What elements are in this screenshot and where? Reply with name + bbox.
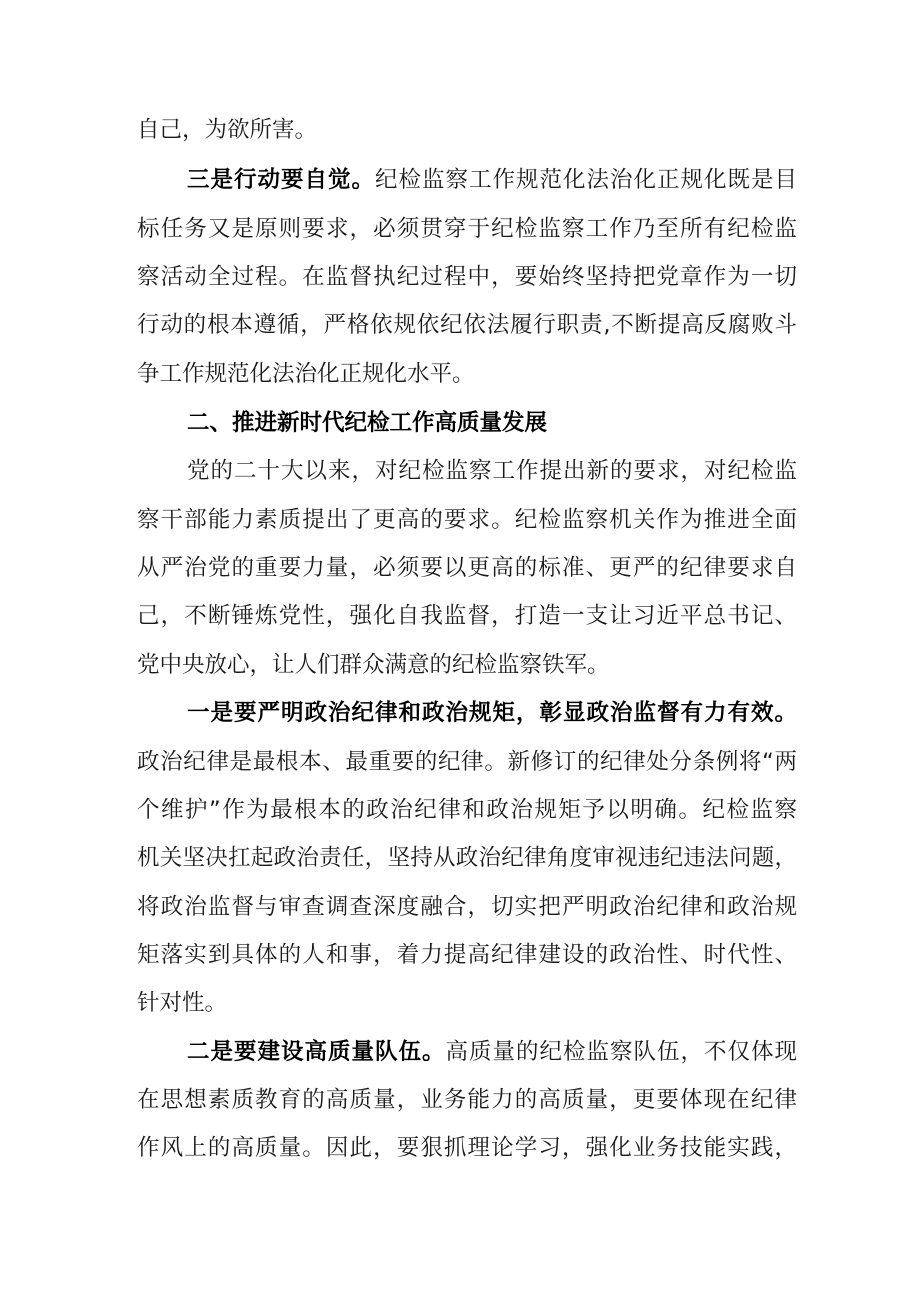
text-line: 针对性。 (137, 990, 228, 1016)
text-line: 党中央放心，让人们群众满意的纪检监察铁军。 (137, 652, 610, 678)
text-line: 作风上的高质量。因此，要狠抓理论学习，强化业务技能实践， (137, 1135, 797, 1161)
text-line: 二是要建设高质量队伍。高质量的纪检监察队伍，不仅体现 (187, 1039, 797, 1065)
text-line: 在思想素质教育的高质量，业务能力的高质量，更要体现在纪律 (137, 1087, 797, 1113)
paragraph-lead: 三是行动要自觉。 (187, 167, 375, 193)
text-line: 从严治党的重要力量，必须要以更高的标准、更严的纪律要求自 (137, 555, 797, 581)
text-line: 矩落实到具体的人和事，着力提高纪律建设的政治性、时代性、 (137, 942, 797, 968)
text-line: 个维护”作为最根本的政治纪律和政治规矩予以明确。纪检监察 (137, 797, 797, 823)
text-line: 己，不断锤炼党性，强化自我监督，打造一支让习近平总书记、 (137, 603, 797, 629)
text-line: 标任务又是原则要求，必须贯穿于纪检监察工作乃至所有纪检监 (137, 216, 797, 242)
section-heading: 二、推进新时代纪检工作高质量发展 (187, 410, 548, 436)
text-line: 争工作规范化法治化正规化水平。 (137, 361, 475, 387)
paragraph-lead: 二是要建设高质量队伍。 (187, 1039, 446, 1065)
text-line: 自己，为欲所害。 (137, 117, 318, 143)
text-line: 三是行动要自觉。纪检监察工作规范化法治化正规化既是目 (187, 167, 797, 193)
text-line: 察活动全过程。在监督执纪过程中，要始终坚持把党章作为一切 (137, 264, 797, 290)
text-line: 机关坚决扛起政治责任，坚持从政治纪律角度审视违纪违法问题， (137, 845, 797, 871)
paragraph-lead: 一是要严明政治纪律和政治规矩，彰显政治监督有力有效。 (187, 700, 797, 726)
text-line: 察干部能力素质提出了更高的要求。纪检监察机关作为推进全面 (137, 507, 797, 533)
text-line: 行动的根本遵循，严格依规依纪依法履行职责,不断提高反腐败斗 (137, 312, 797, 338)
text-line: 政治纪律是最根本、最重要的纪律。新修订的纪律处分条例将“两 (137, 749, 797, 775)
text-line: 党的二十大以来，对纪检监察工作提出新的要求，对纪检监 (187, 458, 797, 484)
text-line: 将政治监督与审查调查深度融合，切实把严明政治纪律和政治规 (137, 894, 797, 920)
